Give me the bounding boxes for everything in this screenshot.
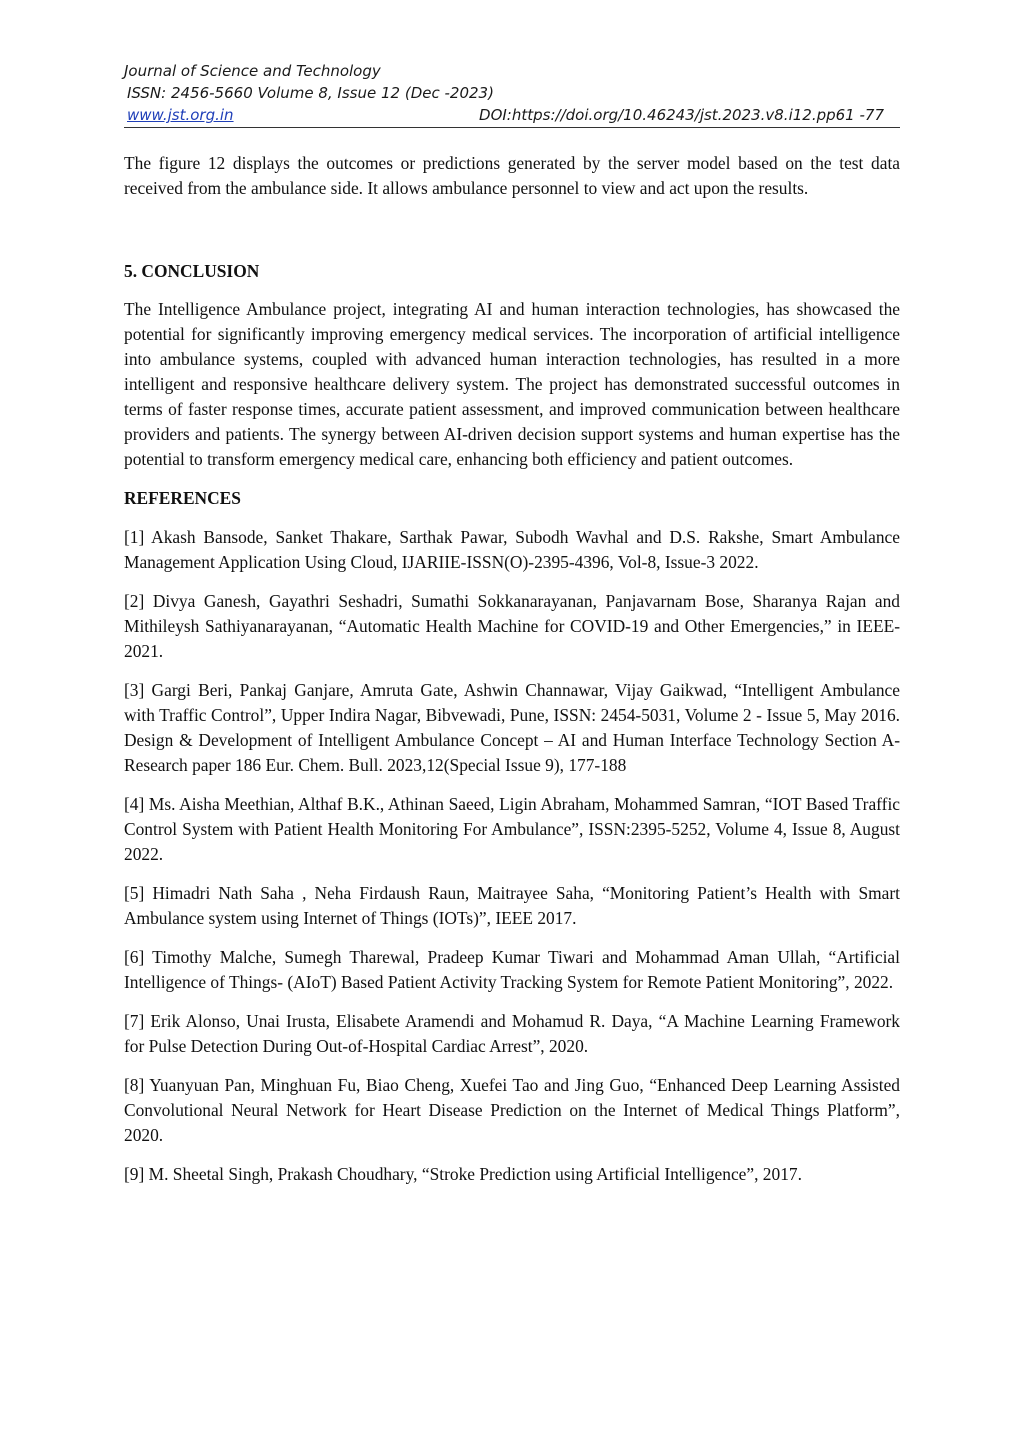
reference-item: [2] Divya Ganesh, Gayathri Seshadri, Sumathi Sokkanarayanan, Panjavarnam Bose, Sharanya Rajan and Mithileysh Sathiyanarayanan, “Automatic Health Machine for COVID-19 and Other Emergencies,” in IEEE-2021. [124,591,900,661]
reference-item: [3] Gargi Beri, Pankaj Ganjare, Amruta Gate, Ashwin Channawar, Vijay Gaikwad, “Intelligent Ambulance with Traffic Control”, Upper Indira Nagar, Bibvewadi, Pune, ISSN: 2454-5031, Volume 2 - Issue 5, May 2016. Design & Development of Intelligent Ambulance Concept – AI and Human Interface Technology Section A-Research paper 186 Eur. Chem. Bull. 2023,12(Special Issue 9), 177-188 [124,680,900,775]
intro-paragraph: The figure 12 displays the outcomes or predictions generated by the server model based on the test data received from the ambulance side. It allows ambulance personnel to view and act upon the results. [124,153,900,198]
reference-item: [6] Timothy Malche, Sumegh Tharewal, Pradeep Kumar Tiwari and Mohammad Aman Ullah, “Artificial Intelligence of Things- (AIoT) Based Patient Activity Tracking System for Remote Patient Monitoring”, 2022. [124,947,900,992]
page [124,60,900,1187]
references-list [124,525,900,1187]
reference-item: [1] Akash Bansode, Sanket Thakare, Sarthak Pawar, Subodh Wavhal and D.S. Rakshe, Smart Ambulance Management Application Using Cloud, IJARIIE-ISSN(O)-2395-4396, Vol-8, Issue-3 2022. [124,527,900,572]
reference-item: [4] Ms. Aisha Meethian, Althaf B.K., Athinan Saeed, Ligin Abraham, Mohammed Samran, “IOT Based Traffic Control System with Patient Health Monitoring For Ambulance”, ISSN:2395-5252, Volume 4, Issue 8, August 2022. [124,794,900,864]
journal-name: Journal of Science and Technology [124,62,381,80]
journal-links-row [124,104,900,128]
journal-header [124,60,900,128]
journal-doi: DOI:https://doi.org/10.46243/jst.2023.v8.i12.pp61 -77 [479,106,884,124]
reference-item: [9] M. Sheetal Singh, Prakash Choudhary, “Stroke Prediction using Artificial Intelligence”, 2017. [124,1164,802,1184]
journal-issn: ISSN: 2456-5660 Volume 8, Issue 12 (Dec -2023) [127,84,494,102]
references-heading: REFERENCES [124,488,241,508]
journal-website-link[interactable]: www.jst.org.in [127,106,234,124]
reference-item: [7] Erik Alonso, Unai Irusta, Elisabete Aramendi and Mohamud R. Daya, “A Machine Learning Framework for Pulse Detection During Out-of-Hospital Cardiac Arrest”, 2020. [124,1011,900,1056]
reference-item: [5] Himadri Nath Saha , Neha Firdaush Raun, Maitrayee Saha, “Monitoring Patient’s Health with Smart Ambulance system using Internet of Things (IOTs)”, IEEE 2017. [124,883,900,928]
reference-item: [8] Yuanyuan Pan, Minghuan Fu, Biao Cheng, Xuefei Tao and Jing Guo, “Enhanced Deep Learning Assisted Convolutional Neural Network for Heart Disease Prediction on the Internet of Medical Things Platform”, 2020. [124,1075,900,1145]
conclusion-heading: 5. CONCLUSION [124,261,260,281]
conclusion-paragraph: The Intelligence Ambulance project, integrating AI and human interaction technologies, has showcased the potential for significantly improving emergency medical services. The incorporation of artificial intelligence into ambulance systems, coupled with advanced human interaction technologies, has resulted in a more intelligent and responsive healthcare delivery system. The project has demonstrated successful outcomes in terms of faster response times, accurate patient assessment, and improved communication between healthcare providers and patients. The synergy between AI-driven decision support systems and human expertise has the potential to transform emergency medical care, enhancing both efficiency and patient outcomes. [124,299,900,469]
